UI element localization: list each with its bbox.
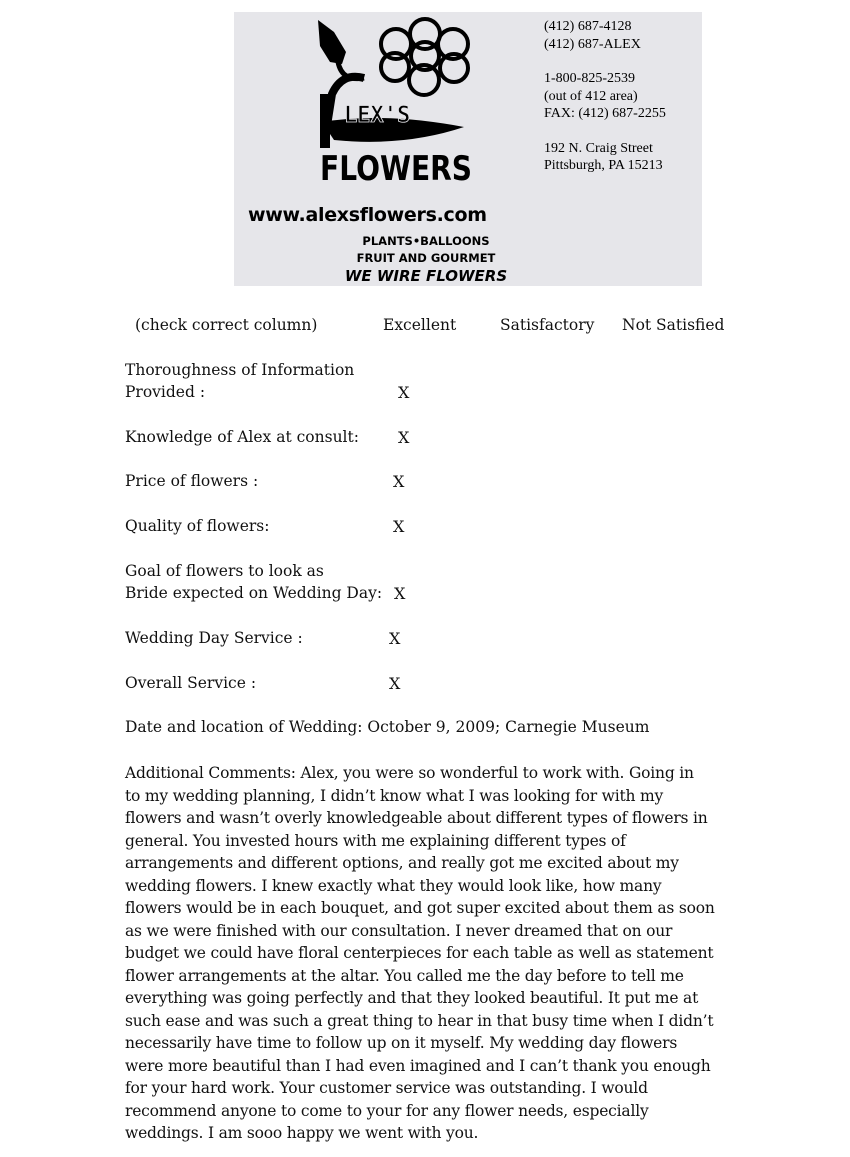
row-label: Bride expected on Wedding Day: bbox=[125, 584, 383, 602]
rating-mark: X bbox=[394, 584, 406, 603]
contact-info bbox=[544, 18, 702, 175]
comment-line: general. You invested hours with me explaining different types of bbox=[125, 831, 626, 850]
rating-mark: X bbox=[398, 428, 410, 447]
row-label: Quality of flowers: bbox=[125, 517, 270, 535]
website-url: www.alexsflowers.com bbox=[248, 204, 487, 226]
toll-free: 1-800-825-2539 bbox=[544, 71, 635, 86]
additional-comments bbox=[125, 762, 730, 1145]
row-label: Overall Service : bbox=[125, 674, 257, 692]
comment-line: recommend anyone to come to your for any flower needs, especially bbox=[125, 1101, 649, 1120]
wedding-info bbox=[125, 718, 649, 736]
toll-free-note: (out of 412 area) bbox=[544, 88, 638, 104]
comment-line: weddings. I am sooo happy we went with you. bbox=[125, 1124, 479, 1142]
comment-line: such ease and was such a great thing to hear in that busy time when I didn’t bbox=[125, 1011, 714, 1030]
fax: FAX: (412) 687-2255 bbox=[544, 106, 666, 121]
instruction-text: (check correct column) bbox=[135, 316, 318, 334]
rating-mark: X bbox=[393, 517, 405, 536]
rating-mark: X bbox=[398, 383, 410, 402]
row-label: Price of flowers : bbox=[125, 472, 259, 490]
wedding-label: Date and location of Wedding: bbox=[125, 718, 363, 736]
rating-mark: X bbox=[389, 674, 401, 693]
row-label: Wedding Day Service : bbox=[125, 629, 303, 647]
comment-line: flowers and wasn’t overly knowledgeable about different types of flowers in bbox=[125, 809, 708, 827]
address-street: 192 N. Craig Street bbox=[544, 140, 653, 156]
rating-mark: X bbox=[393, 472, 405, 491]
column-not-satisfied: Not Satisfied bbox=[622, 316, 725, 334]
tagline-plants: PLANTS•BALLOONS bbox=[362, 234, 490, 248]
tagline-wire: WE WIRE FLOWERS bbox=[344, 267, 508, 285]
flower-logo-icon bbox=[234, 12, 484, 202]
column-excellent: Excellent bbox=[383, 316, 457, 334]
comment-line: necessarily have time to follow up on it myself. My wedding day flowers bbox=[125, 1034, 678, 1052]
address-city: Pittsburgh, PA 15213 bbox=[544, 158, 663, 173]
comment-line: as we were finished with our consultation. I never dreamed that on our bbox=[125, 921, 673, 940]
logo-flowers-text: FLOWERS bbox=[320, 149, 472, 189]
comment-line: flowers would be in each bouquet, and got super excited about them as soon bbox=[125, 899, 715, 917]
comment-line: budget we could have floral centerpieces for each table as well as statement bbox=[125, 944, 714, 962]
row-label: Goal of flowers to look as bbox=[125, 562, 324, 580]
column-satisfactory: Satisfactory bbox=[500, 316, 595, 334]
rating-mark: X bbox=[389, 629, 401, 648]
comment-line: were more beautiful than I had even imagined and I can’t thank you enough bbox=[125, 1056, 711, 1075]
comment-line: Additional Comments: Alex, you were so wonderful to work with. Going in bbox=[125, 764, 694, 782]
comment-line: everything was going perfectly and that they looked beautiful. It put me at bbox=[125, 989, 699, 1007]
row-label: Thoroughness of Information bbox=[125, 361, 355, 379]
comment-line: to my wedding planning, I didn’t know what I was looking for with my bbox=[125, 786, 664, 805]
wedding-value: October 9, 2009; Carnegie Museum bbox=[367, 718, 650, 736]
phone-1: (412) 687-4128 bbox=[544, 19, 632, 34]
business-card bbox=[234, 12, 702, 286]
tagline-fruit: FRUIT AND GOURMET bbox=[356, 251, 496, 265]
logo-alexs-text: LEX'S bbox=[344, 103, 411, 128]
comment-line: arrangements and different options, and really got me excited about my bbox=[125, 854, 679, 872]
row-label: Knowledge of Alex at consult: bbox=[125, 428, 359, 446]
comment-line: flower arrangements at the altar. You called me the day before to tell me bbox=[125, 966, 684, 985]
comment-line: wedding flowers. I knew exactly what they would look like, how many bbox=[125, 876, 662, 895]
phone-2: (412) 687-ALEX bbox=[544, 36, 641, 52]
comment-line: for your hard work. Your customer service was outstanding. I would bbox=[125, 1079, 648, 1097]
row-label: Provided : bbox=[125, 383, 206, 401]
